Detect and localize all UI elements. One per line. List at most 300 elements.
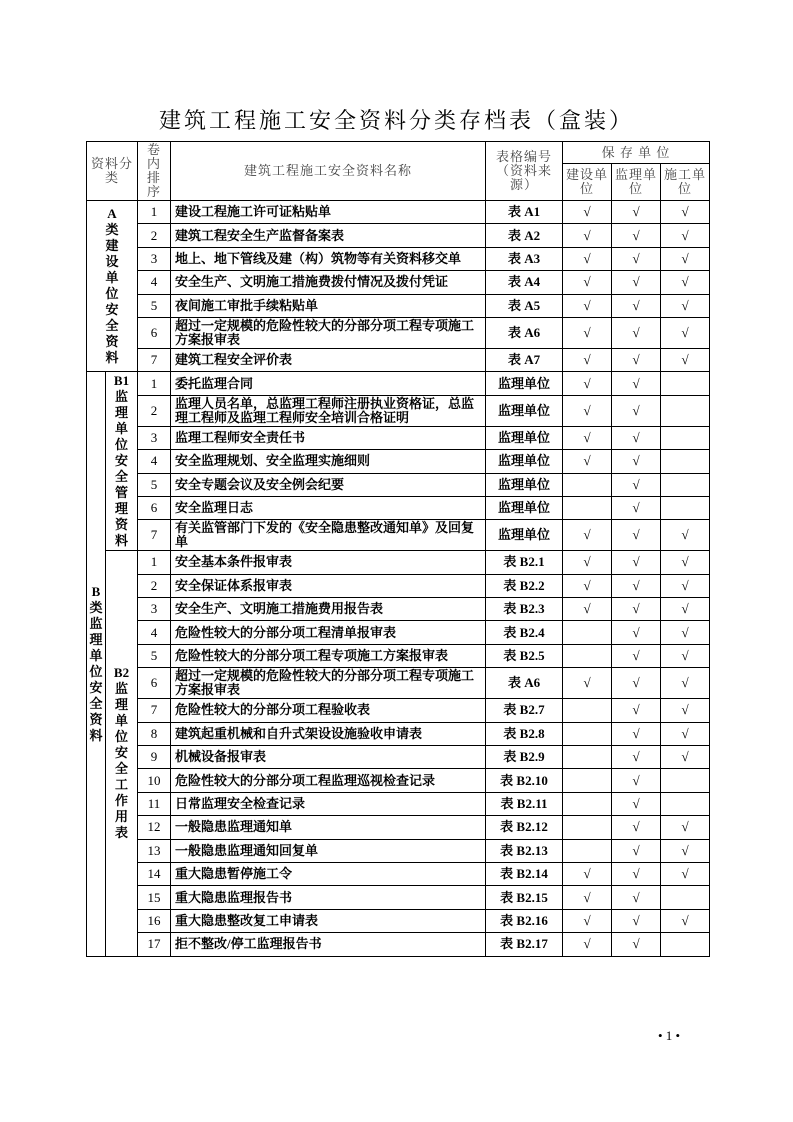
check-owner <box>563 933 612 956</box>
check-owner <box>563 644 612 667</box>
row-code: 表 B2.2 <box>486 574 563 597</box>
row-code: 表 B2.1 <box>486 551 563 574</box>
row-order: 15 <box>138 886 171 909</box>
row-order: 13 <box>138 839 171 862</box>
checkmark: √ <box>632 402 640 418</box>
checkmark: √ <box>632 297 640 313</box>
check-supervisor <box>612 816 661 839</box>
row-order: 4 <box>138 271 171 294</box>
check-contractor <box>661 450 710 473</box>
check-owner <box>563 473 612 496</box>
row-order: 14 <box>138 862 171 885</box>
check-owner <box>563 348 612 371</box>
checkmark: √ <box>583 402 591 418</box>
row-order: 17 <box>138 933 171 956</box>
checkmark: √ <box>681 842 689 858</box>
page-number: • 1 • <box>658 1028 681 1043</box>
check-supervisor <box>612 317 661 348</box>
checkmark: √ <box>632 429 640 445</box>
row-order: 5 <box>138 473 171 496</box>
checkmark: √ <box>632 274 640 290</box>
checkmark: √ <box>681 527 689 543</box>
checkmark: √ <box>681 204 689 220</box>
table-row <box>87 450 710 473</box>
row-order: 10 <box>138 769 171 792</box>
row-code: 表 B2.12 <box>486 816 563 839</box>
header-supervisor: 监理单位 <box>612 164 661 201</box>
checkmark: √ <box>681 819 689 835</box>
row-name: 重大隐患暂停施工令 <box>171 862 486 885</box>
check-supervisor <box>612 746 661 769</box>
checkmark: √ <box>632 889 640 905</box>
row-name: 重大隐患整改复工申请表 <box>171 909 486 932</box>
check-contractor <box>661 271 710 294</box>
row-order: 2 <box>138 395 171 426</box>
table-row <box>87 271 710 294</box>
checkmark: √ <box>632 500 640 516</box>
checkmark: √ <box>681 725 689 741</box>
check-supervisor <box>612 792 661 815</box>
checkmark: √ <box>583 912 591 928</box>
check-supervisor <box>612 473 661 496</box>
check-owner <box>563 372 612 395</box>
check-supervisor <box>612 644 661 667</box>
row-code: 表 A6 <box>486 317 563 348</box>
table-row <box>87 699 710 722</box>
checkmark: √ <box>632 725 640 741</box>
table-row <box>87 816 710 839</box>
checkmark: √ <box>583 453 591 469</box>
check-contractor <box>661 816 710 839</box>
row-order: 2 <box>138 224 171 247</box>
checkmark: √ <box>681 297 689 313</box>
table-row <box>87 792 710 815</box>
row-code: 表 B2.7 <box>486 699 563 722</box>
check-owner <box>563 551 612 574</box>
check-contractor <box>661 348 710 371</box>
checkmark: √ <box>681 554 689 570</box>
checkmark: √ <box>632 866 640 882</box>
table-row <box>87 574 710 597</box>
table-row <box>87 317 710 348</box>
checkmark: √ <box>632 601 640 617</box>
check-supervisor <box>612 839 661 862</box>
row-order: 11 <box>138 792 171 815</box>
check-supervisor <box>612 271 661 294</box>
check-contractor <box>661 598 710 621</box>
checkmark: √ <box>632 227 640 243</box>
check-owner <box>563 247 612 270</box>
checkmark: √ <box>632 624 640 640</box>
row-code: 监理单位 <box>486 450 563 473</box>
row-code: 表 B2.11 <box>486 792 563 815</box>
check-owner <box>563 395 612 426</box>
check-supervisor <box>612 886 661 909</box>
row-code: 表 A6 <box>486 668 563 699</box>
checkmark: √ <box>583 375 591 391</box>
row-code: 表 B2.10 <box>486 769 563 792</box>
row-code: 表 B2.14 <box>486 862 563 885</box>
row-name: 安全专题会议及安全例会纪要 <box>171 473 486 496</box>
checkmark: √ <box>632 476 640 492</box>
check-owner <box>563 224 612 247</box>
row-name: 安全监理日志 <box>171 496 486 519</box>
checkmark: √ <box>632 577 640 593</box>
table-row <box>87 496 710 519</box>
table-row <box>87 294 710 317</box>
check-owner <box>563 839 612 862</box>
table-row <box>87 348 710 371</box>
table-row <box>87 395 710 426</box>
table-row <box>87 862 710 885</box>
check-supervisor <box>612 933 661 956</box>
check-supervisor <box>612 426 661 449</box>
category-a <box>87 201 138 372</box>
table-row <box>87 769 710 792</box>
row-name: 日常监理安全检查记录 <box>171 792 486 815</box>
check-contractor <box>661 839 710 862</box>
check-contractor <box>661 862 710 885</box>
check-contractor <box>661 933 710 956</box>
check-supervisor <box>612 450 661 473</box>
row-name: 重大隐患监理报告书 <box>171 886 486 909</box>
row-name: 危险性较大的分部分项工程清单报审表 <box>171 621 486 644</box>
subcategory-b2 <box>106 551 138 956</box>
checkmark: √ <box>583 250 591 266</box>
check-owner <box>563 426 612 449</box>
row-code: 表 A4 <box>486 271 563 294</box>
header-order: 卷内排序 <box>138 142 171 201</box>
page-title: 建筑工程施工安全资料分类存档表（盒装） <box>158 108 634 133</box>
check-owner <box>563 668 612 699</box>
row-code: 监理单位 <box>486 473 563 496</box>
check-contractor <box>661 294 710 317</box>
check-owner <box>563 271 612 294</box>
row-name: 超过一定规模的危险性较大的分部分项工程专项施工方案报审表 <box>171 317 486 348</box>
check-supervisor <box>612 621 661 644</box>
row-order: 4 <box>138 621 171 644</box>
header-name: 建筑工程施工安全资料名称 <box>171 142 486 201</box>
check-supervisor <box>612 769 661 792</box>
header-code: 表格编号（资料来源） <box>486 142 563 201</box>
check-contractor <box>661 473 710 496</box>
table-row <box>87 621 710 644</box>
check-contractor <box>661 551 710 574</box>
check-owner <box>563 317 612 348</box>
check-contractor <box>661 395 710 426</box>
checkmark: √ <box>632 648 640 664</box>
row-name: 危险性较大的分部分项工程验收表 <box>171 699 486 722</box>
row-name: 一般隐患监理通知回复单 <box>171 839 486 862</box>
checkmark: √ <box>681 250 689 266</box>
check-contractor <box>661 886 710 909</box>
check-supervisor <box>612 294 661 317</box>
check-supervisor <box>612 395 661 426</box>
checkmark: √ <box>632 749 640 765</box>
check-supervisor <box>612 574 661 597</box>
check-owner <box>563 201 612 224</box>
check-contractor <box>661 426 710 449</box>
check-contractor <box>661 746 710 769</box>
checkmark: √ <box>583 297 591 313</box>
check-supervisor <box>612 668 661 699</box>
row-name: 地上、地下管线及建（构）筑物等有关资料移交单 <box>171 247 486 270</box>
row-code: 监理单位 <box>486 426 563 449</box>
row-name: 监理工程师安全责任书 <box>171 426 486 449</box>
row-name: 建筑工程安全评价表 <box>171 348 486 371</box>
row-code: 表 B2.17 <box>486 933 563 956</box>
checkmark: √ <box>681 648 689 664</box>
row-code: 表 B2.13 <box>486 839 563 862</box>
row-name: 安全基本条件报审表 <box>171 551 486 574</box>
checkmark: √ <box>632 912 640 928</box>
category-a-text: A类建设单位安全资料 <box>105 206 119 366</box>
archive-table <box>86 141 710 957</box>
check-contractor <box>661 574 710 597</box>
checkmark: √ <box>583 889 591 905</box>
checkmark: √ <box>632 702 640 718</box>
check-contractor <box>661 699 710 722</box>
table-row <box>87 247 710 270</box>
row-order: 2 <box>138 574 171 597</box>
table-row <box>87 426 710 449</box>
checkmark: √ <box>583 577 591 593</box>
header-row <box>87 142 710 164</box>
row-name: 委托监理合同 <box>171 372 486 395</box>
row-order: 16 <box>138 909 171 932</box>
check-supervisor <box>612 909 661 932</box>
check-contractor <box>661 722 710 745</box>
header-storage: 保 存 单 位 <box>563 142 710 164</box>
row-name: 机械设备报审表 <box>171 746 486 769</box>
checkmark: √ <box>632 819 640 835</box>
row-name: 安全生产、文明施工措施费用报告表 <box>171 598 486 621</box>
check-contractor <box>661 668 710 699</box>
check-supervisor <box>612 201 661 224</box>
checkmark: √ <box>583 866 591 882</box>
checkmark: √ <box>632 527 640 543</box>
row-code: 监理单位 <box>486 496 563 519</box>
check-supervisor <box>612 247 661 270</box>
check-contractor <box>661 769 710 792</box>
checkmark: √ <box>681 675 689 691</box>
check-owner <box>563 598 612 621</box>
check-contractor <box>661 317 710 348</box>
table-row <box>87 668 710 699</box>
checkmark: √ <box>632 204 640 220</box>
row-order: 12 <box>138 816 171 839</box>
check-supervisor <box>612 372 661 395</box>
table-row <box>87 201 710 224</box>
subcategory-b2-text: B2监理单位安全工作用表 <box>113 665 130 841</box>
subcategory-b1-text: B1监理单位安全管理资料 <box>113 373 130 549</box>
row-order: 6 <box>138 668 171 699</box>
checkmark: √ <box>681 352 689 368</box>
row-code: 监理单位 <box>486 520 563 551</box>
checkmark: √ <box>632 772 640 788</box>
check-owner <box>563 520 612 551</box>
row-order: 6 <box>138 496 171 519</box>
check-owner <box>563 722 612 745</box>
row-code: 表 A5 <box>486 294 563 317</box>
checkmark: √ <box>681 749 689 765</box>
row-order: 1 <box>138 372 171 395</box>
row-code: 表 A1 <box>486 201 563 224</box>
row-order: 5 <box>138 644 171 667</box>
check-owner <box>563 621 612 644</box>
row-name: 危险性较大的分部分项工程专项施工方案报审表 <box>171 644 486 667</box>
row-name: 危险性较大的分部分项工程监理巡视检查记录 <box>171 769 486 792</box>
check-owner <box>563 496 612 519</box>
check-supervisor <box>612 722 661 745</box>
check-supervisor <box>612 862 661 885</box>
row-order: 7 <box>138 520 171 551</box>
checkmark: √ <box>681 324 689 340</box>
checkmark: √ <box>681 866 689 882</box>
check-contractor <box>661 621 710 644</box>
row-name: 有关监管部门下发的《安全隐患整改通知单》及回复单 <box>171 520 486 551</box>
checkmark: √ <box>632 324 640 340</box>
check-contractor <box>661 520 710 551</box>
checkmark: √ <box>632 375 640 391</box>
checkmark: √ <box>632 352 640 368</box>
row-code: 表 A3 <box>486 247 563 270</box>
checkmark: √ <box>681 912 689 928</box>
checkmark: √ <box>583 527 591 543</box>
row-name: 安全生产、文明施工措施费拨付情况及拨付凭证 <box>171 271 486 294</box>
row-order: 4 <box>138 450 171 473</box>
checkmark: √ <box>583 936 591 952</box>
row-name: 安全保证体系报审表 <box>171 574 486 597</box>
row-code: 监理单位 <box>486 395 563 426</box>
checkmark: √ <box>681 702 689 718</box>
subcategory-b1 <box>106 372 138 551</box>
checkmark: √ <box>583 274 591 290</box>
row-name: 建筑工程安全生产监督备案表 <box>171 224 486 247</box>
check-supervisor <box>612 699 661 722</box>
checkmark: √ <box>681 577 689 593</box>
checkmark: √ <box>583 227 591 243</box>
category-b <box>87 372 106 956</box>
check-contractor <box>661 201 710 224</box>
check-owner <box>563 792 612 815</box>
checkmark: √ <box>681 601 689 617</box>
row-code: 表 B2.15 <box>486 886 563 909</box>
check-owner <box>563 886 612 909</box>
table-row <box>87 473 710 496</box>
table-row <box>87 933 710 956</box>
check-owner <box>563 699 612 722</box>
row-code: 表 B2.9 <box>486 746 563 769</box>
checkmark: √ <box>632 796 640 811</box>
check-contractor <box>661 792 710 815</box>
row-order: 9 <box>138 746 171 769</box>
checkmark: √ <box>583 324 591 340</box>
check-supervisor <box>612 551 661 574</box>
category-b-text: B类监理单位安全资料 <box>89 583 103 743</box>
check-owner <box>563 294 612 317</box>
check-owner <box>563 816 612 839</box>
checkmark: √ <box>632 936 640 952</box>
check-owner <box>563 746 612 769</box>
check-supervisor <box>612 496 661 519</box>
row-code: 表 A7 <box>486 348 563 371</box>
row-name: 夜间施工审批手续粘贴单 <box>171 294 486 317</box>
row-code: 表 B2.3 <box>486 598 563 621</box>
table-row <box>87 886 710 909</box>
check-supervisor <box>612 224 661 247</box>
check-owner <box>563 862 612 885</box>
table-row <box>87 598 710 621</box>
row-name: 一般隐患监理通知单 <box>171 816 486 839</box>
checkmark: √ <box>583 601 591 617</box>
checkmark: √ <box>632 675 640 691</box>
checkmark: √ <box>632 842 640 858</box>
row-order: 1 <box>138 201 171 224</box>
check-contractor <box>661 224 710 247</box>
checkmark: √ <box>681 624 689 640</box>
check-contractor <box>661 909 710 932</box>
table-row <box>87 644 710 667</box>
row-code: 监理单位 <box>486 372 563 395</box>
check-owner <box>563 769 612 792</box>
check-owner <box>563 574 612 597</box>
checkmark: √ <box>583 352 591 368</box>
check-contractor <box>661 372 710 395</box>
header-category: 资料分类 <box>87 142 138 201</box>
row-order: 3 <box>138 598 171 621</box>
check-owner <box>563 909 612 932</box>
table-row <box>87 746 710 769</box>
row-name: 拒不整改/停工监理报告书 <box>171 933 486 956</box>
checkmark: √ <box>583 204 591 220</box>
checkmark: √ <box>632 554 640 570</box>
check-contractor <box>661 644 710 667</box>
row-code: 表 A2 <box>486 224 563 247</box>
header-owner: 建设单位 <box>563 164 612 201</box>
table-row <box>87 224 710 247</box>
checkmark: √ <box>583 554 591 570</box>
row-code: 表 B2.16 <box>486 909 563 932</box>
table-row <box>87 520 710 551</box>
row-code: 表 B2.4 <box>486 621 563 644</box>
row-order: 7 <box>138 348 171 371</box>
row-name: 安全监理规划、安全监理实施细则 <box>171 450 486 473</box>
row-code: 表 B2.5 <box>486 644 563 667</box>
row-order: 8 <box>138 722 171 745</box>
row-order: 1 <box>138 551 171 574</box>
checkmark: √ <box>632 250 640 266</box>
check-contractor <box>661 496 710 519</box>
table-row <box>87 372 710 395</box>
row-name: 监理人员名单，总监理工程师注册执业资格证，总监理工程师及监理工程师安全培训合格证明 <box>171 395 486 426</box>
table-row <box>87 722 710 745</box>
check-supervisor <box>612 348 661 371</box>
check-supervisor <box>612 520 661 551</box>
row-name: 建设工程施工许可证粘贴单 <box>171 201 486 224</box>
check-supervisor <box>612 598 661 621</box>
row-order: 5 <box>138 294 171 317</box>
checkmark: √ <box>583 675 591 691</box>
table-row <box>87 909 710 932</box>
row-code: 表 B2.8 <box>486 722 563 745</box>
row-order: 6 <box>138 317 171 348</box>
check-contractor <box>661 247 710 270</box>
check-owner <box>563 450 612 473</box>
table-row <box>87 839 710 862</box>
checkmark: √ <box>583 429 591 445</box>
checkmark: √ <box>632 453 640 469</box>
